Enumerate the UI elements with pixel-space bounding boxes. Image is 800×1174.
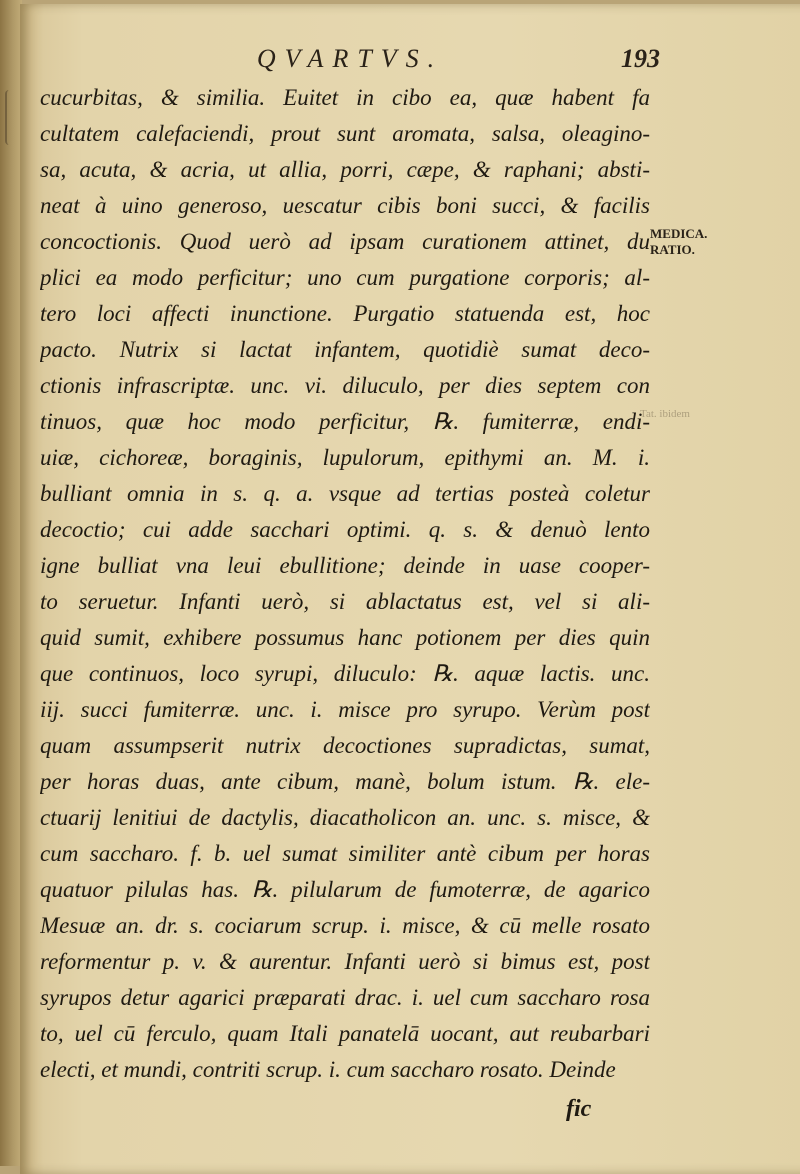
page-number: 193 (621, 44, 660, 73)
text-line: decoctio; cui adde sacchari optimi. q. s. & denuò lento (40, 517, 650, 542)
text-line: uiæ, cichoreæ, boraginis, lupulorum, epithymi an. M. i. (40, 445, 650, 470)
text-line: electi, et mundi, contriti scrup. i. cum saccharo rosato. Deinde (40, 1057, 616, 1082)
text-line: Mesuæ an. dr. s. cociarum scrup. i. misce, & cū melle rosato (40, 913, 650, 938)
margin-note (650, 226, 720, 258)
text-line: ctuarij lenitiui de dactylis, diacatholicon an. unc. s. misce, & (40, 805, 650, 830)
text-line: iij. succi fumiterræ. unc. i. misce pro syrupo. Verùm post (40, 697, 650, 722)
body-text (40, 80, 650, 1088)
bleed-through-text: Tat. ibidem (640, 408, 690, 420)
catchword: fic (566, 1096, 592, 1122)
text-line: neat à uino generoso, uescatur cibis boni succi, & facilis (40, 193, 650, 218)
text-line: cum saccharo. f. b. uel sumat similiter antè cibum per horas (40, 841, 650, 866)
text-line: ctionis infrascriptæ. unc. vi. diluculo, per dies septem con (40, 373, 650, 398)
text-line: concoctionis. Quod uerò ad ipsam curationem attinet, du (40, 229, 650, 254)
text-line: sa, acuta, & acria, ut allia, porri, cæpe, & raphani; absti- (40, 157, 650, 182)
text-line: reformentur p. v. & aurentur. Infanti uerò si bimus est, post (40, 949, 650, 974)
text-line: cultatem calefaciendi, prout sunt aromata, salsa, oleagino- (40, 121, 650, 146)
book-binding-edge (0, 0, 22, 1166)
text-line: bulliant omnia in s. q. a. vsque ad tertias posteà coletur (40, 481, 650, 506)
text-line: igne bulliat vna leui ebullitione; deinde in uase cooper- (40, 553, 650, 578)
text-line: pacto. Nutrix si lactat infantem, quotidiè sumat deco- (40, 337, 650, 362)
binding-ornament (5, 90, 15, 145)
text-line: to seruetur. Infanti uerò, si ablactatus est, vel si ali- (40, 589, 650, 614)
text-line: cucurbitas, & similia. Euitet in cibo ea, quæ habent fa (40, 85, 650, 110)
margin-note-line: RATIO. (650, 242, 695, 257)
running-title: QVARTVS. (256, 44, 444, 73)
text-line: quam assumpserit nutrix decoctiones supradictas, sumat, (40, 733, 650, 758)
text-line: tero loci affecti inunctione. Purgatio statuenda est, hoc (40, 301, 650, 326)
text-line: quatuor pilulas has. ℞. pilularum de fumoterræ, de agarico (40, 877, 650, 902)
text-line: syrupos detur agarici præparati drac. i. uel cum saccharo rosa (40, 985, 650, 1010)
text-line: to, uel cū ferculo, quam Itali panatelā uocant, aut reubarbari (40, 1021, 650, 1046)
text-line: per horas duas, ante cibum, manè, bolum istum. ℞. ele- (40, 769, 650, 794)
margin-note-line: MEDICA. (650, 226, 708, 241)
text-line: tinuos, quæ hoc modo perficitur, ℞. fumiterræ, endi- (40, 409, 650, 434)
text-line: quid sumit, exhibere possumus hanc potionem per dies quin (40, 625, 650, 650)
text-line: que continuos, loco syrupi, diluculo: ℞. aquæ lactis. unc. (40, 661, 650, 686)
text-line: plici ea modo perficitur; uno cum purgatione corporis; al- (40, 265, 650, 290)
